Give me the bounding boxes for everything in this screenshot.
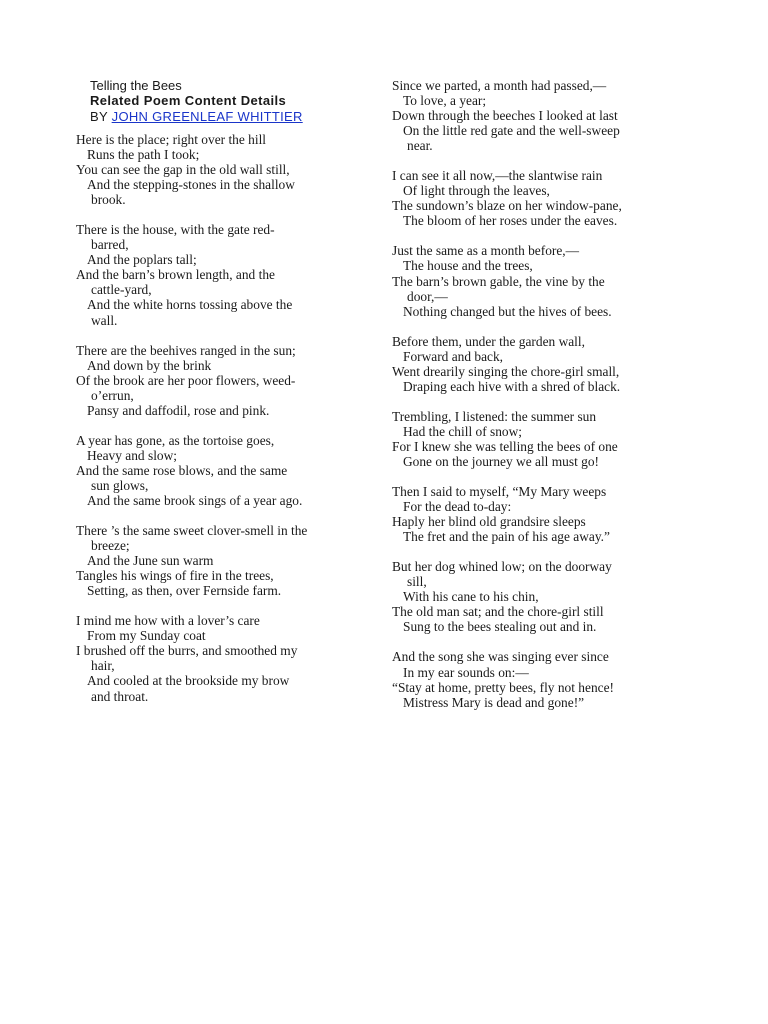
poem-line: near. xyxy=(407,138,433,154)
poem-line: And the song she was singing ever since xyxy=(392,649,609,665)
poem-line: Gone on the journey we all must go! xyxy=(403,453,599,469)
poem-stanza xyxy=(392,484,692,544)
poem-line: Then I said to myself, “My Mary weeps xyxy=(392,484,607,500)
poem-header xyxy=(90,78,371,125)
poem-line: With his cane to his chin, xyxy=(403,589,539,605)
poem-line: Before them, under the garden wall, xyxy=(392,333,585,349)
poem-stanza xyxy=(392,243,692,318)
poem-line: And down by the brink xyxy=(87,357,212,373)
poem-stanza xyxy=(76,343,371,418)
poem-line: Of the brook are her poor flowers, weed- xyxy=(76,372,296,388)
poem-line: Went drearily singing the chore-girl small, xyxy=(392,363,620,379)
poem-line: For the dead to-day: xyxy=(403,499,512,515)
poem-line: There ’s the same sweet clover-smell in the xyxy=(76,523,308,539)
poem-line: Pansy and daffodil, rose and pink. xyxy=(87,402,270,418)
poem-line: sill, xyxy=(407,574,427,590)
poem-line: Haply her blind old grandsire sleeps xyxy=(392,514,586,530)
poem-column-left xyxy=(76,78,371,719)
poem-line: The house and the trees, xyxy=(403,258,533,274)
poem-stanza xyxy=(392,168,692,228)
poem-line: Heavy and slow; xyxy=(87,447,177,463)
left-stanzas xyxy=(76,132,371,704)
poem-stanza xyxy=(392,334,692,394)
poem-line: And the same rose blows, and the same xyxy=(76,462,288,478)
poem-subtitle: Related Poem Content Details xyxy=(90,93,287,108)
poem-line: The barn’s brown gable, the vine by the xyxy=(392,273,605,289)
poem-line: And the white horns tossing above the xyxy=(87,297,293,313)
poem-line: brook. xyxy=(91,192,126,208)
poem-line: Nothing changed but the hives of bees. xyxy=(403,303,612,319)
poem-line: In my ear sounds on:— xyxy=(403,664,529,680)
poem-line: Forward and back, xyxy=(403,348,504,364)
poem-stanza xyxy=(76,523,371,598)
poem-line: The fret and the pain of his age away.” xyxy=(403,529,610,545)
poem-stanza xyxy=(76,613,371,703)
poem-line: breeze; xyxy=(91,538,130,554)
poem-line: The old man sat; and the chore-girl still xyxy=(392,604,604,620)
poem-line: And the barn’s brown length, and the xyxy=(76,267,275,283)
poem-line: hair, xyxy=(91,658,115,674)
poem-title: Telling the Bees xyxy=(90,78,182,93)
poem-line: Mistress Mary is dead and gone!” xyxy=(403,694,585,710)
poem-line: There are the beehives ranged in the sun; xyxy=(76,342,296,358)
poem-line: door,— xyxy=(407,288,448,304)
poem-line: You can see the gap in the old wall still, xyxy=(76,162,290,178)
poem-stanza xyxy=(76,433,371,508)
poem-line: From my Sunday coat xyxy=(87,628,206,644)
poem-line: o’errun, xyxy=(91,387,134,403)
by-label: BY xyxy=(90,109,108,124)
poem-line: The sundown’s blaze on her window-pane, xyxy=(392,198,622,214)
poem-line: Trembling, I listened: the summer sun xyxy=(392,408,597,424)
poem-line: The bloom of her roses under the eaves. xyxy=(403,213,618,229)
poem-line: A year has gone, as the tortoise goes, xyxy=(76,432,275,448)
poem-line: and throat. xyxy=(91,688,149,704)
poem-line: sun glows, xyxy=(91,477,149,493)
poem-line: Just the same as a month before,— xyxy=(392,243,580,259)
poem-line: cattle-yard, xyxy=(91,282,152,298)
poem-line: Setting, as then, over Fernside farm. xyxy=(87,583,282,599)
poem-line: I mind me how with a lover’s care xyxy=(76,613,260,629)
poem-line: “Stay at home, pretty bees, fly not hence! xyxy=(392,679,614,695)
poem-line: And the poplars tall; xyxy=(87,252,197,268)
poem-line: Down through the beeches I looked at last xyxy=(392,108,618,124)
poem-line: I can see it all now,—the slantwise rain xyxy=(392,168,603,184)
poem-line: To love, a year; xyxy=(403,93,487,109)
poem-stanza xyxy=(76,222,371,327)
poem-line: Runs the path I took; xyxy=(87,147,200,163)
poem-line: And the stepping-stones in the shallow xyxy=(87,177,295,193)
poem-line: Had the chill of snow; xyxy=(403,423,523,439)
poem-line: On the little red gate and the well-sweep xyxy=(403,123,620,139)
poem-stanza xyxy=(76,132,371,207)
author-link[interactable]: JOHN GREENLEAF WHITTIER xyxy=(111,109,303,124)
poem-line: Tangles his wings of fire in the trees, xyxy=(76,568,274,584)
poem-line: Draping each hive with a shred of black. xyxy=(403,378,621,394)
right-stanzas xyxy=(392,78,692,710)
poem-line: There is the house, with the gate red- xyxy=(76,222,275,238)
poem-line: But her dog whined low; on the doorway xyxy=(392,559,612,575)
poem-stanza xyxy=(392,649,692,709)
poem-stanza xyxy=(392,409,692,469)
poem-line: Sung to the bees stealing out and in. xyxy=(403,619,597,635)
poem-line: Of light through the leaves, xyxy=(403,183,550,199)
poem-line: Since we parted, a month had passed,— xyxy=(392,78,607,93)
poem-line: For I knew she was telling the bees of one xyxy=(392,438,618,454)
poem-line: And the same brook sings of a year ago. xyxy=(87,492,303,508)
poem-line: And the June sun warm xyxy=(87,553,214,569)
poem-line: barred, xyxy=(91,237,129,253)
poem-stanza xyxy=(392,78,692,153)
poem-line: I brushed off the burrs, and smoothed my xyxy=(76,643,298,659)
byline xyxy=(90,109,371,125)
poem-line: Here is the place; right over the hill xyxy=(76,132,267,147)
poem-line: wall. xyxy=(91,312,118,328)
poem-stanza xyxy=(392,559,692,634)
poem-column-right xyxy=(392,78,692,725)
poem-line: And cooled at the brookside my brow xyxy=(87,673,290,689)
